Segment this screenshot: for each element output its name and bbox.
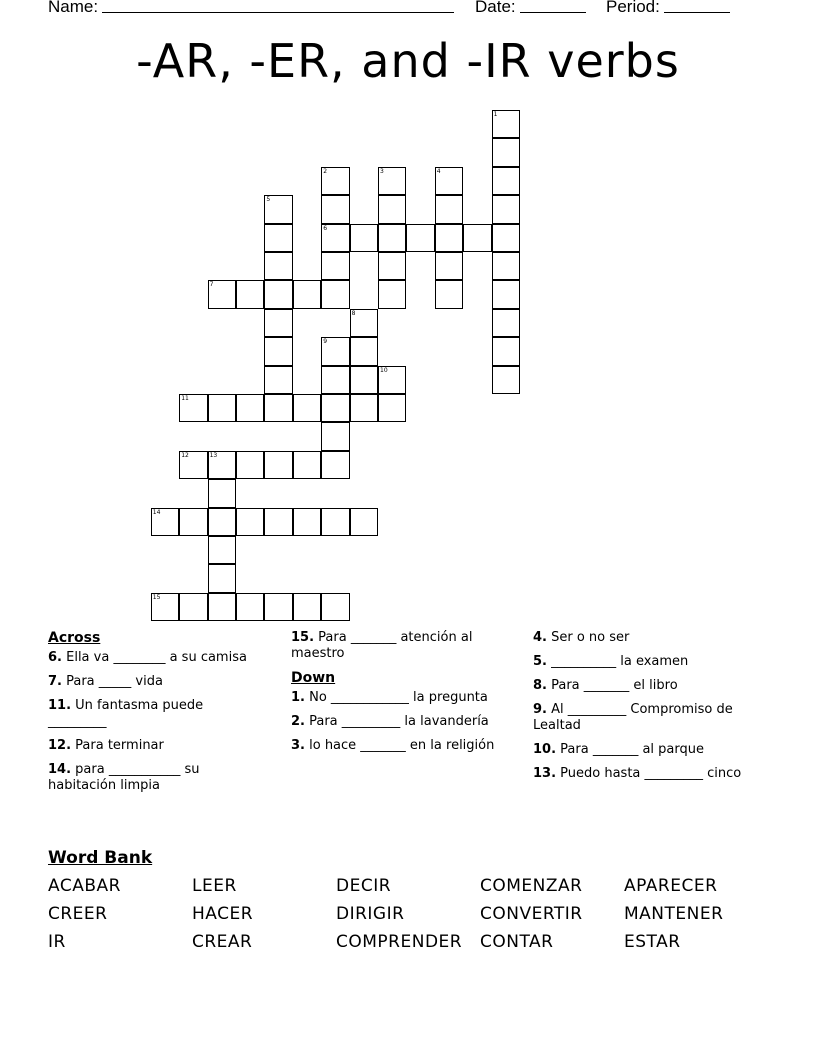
clue-text: Ser o no ser bbox=[546, 630, 630, 645]
grid-cell[interactable] bbox=[435, 167, 463, 195]
cell-number: 2 bbox=[323, 167, 328, 175]
grid-cell[interactable] bbox=[350, 394, 378, 422]
grid-cell[interactable] bbox=[264, 195, 292, 223]
clue-item bbox=[48, 674, 264, 690]
grid-cell[interactable] bbox=[435, 252, 463, 280]
grid-cell[interactable] bbox=[179, 593, 207, 621]
clue-number: 10. bbox=[533, 742, 557, 757]
grid-cell[interactable] bbox=[236, 508, 264, 536]
grid-cell[interactable] bbox=[293, 280, 321, 308]
clue-text: Un fantasma puede _________ bbox=[48, 698, 204, 729]
grid-cell[interactable] bbox=[463, 224, 491, 252]
clue-item bbox=[291, 738, 513, 754]
grid-cell[interactable] bbox=[293, 394, 321, 422]
down-heading: Down bbox=[291, 670, 336, 686]
word-bank-item: HACER bbox=[192, 904, 254, 924]
clue-number: 2. bbox=[291, 714, 305, 729]
grid-cell[interactable] bbox=[179, 508, 207, 536]
grid-cell[interactable] bbox=[378, 195, 406, 223]
clue-number: 15. bbox=[291, 630, 315, 645]
clue-item bbox=[48, 738, 264, 754]
date-label: Date: bbox=[475, 0, 516, 16]
cell-number: 8 bbox=[351, 309, 356, 317]
clue-number: 7. bbox=[48, 674, 62, 689]
word-bank-item: DECIR bbox=[336, 876, 392, 896]
grid-cell[interactable] bbox=[492, 280, 520, 308]
grid-cell[interactable] bbox=[208, 593, 236, 621]
clue-text: Para _____ vida bbox=[61, 674, 163, 689]
grid-cell[interactable] bbox=[236, 394, 264, 422]
grid-cell[interactable] bbox=[236, 280, 264, 308]
word-bank-item: IR bbox=[48, 932, 66, 952]
grid-cell[interactable] bbox=[492, 366, 520, 394]
cell-number: 6 bbox=[323, 224, 328, 232]
grid-cell[interactable] bbox=[321, 508, 349, 536]
clue-number: 1. bbox=[291, 690, 305, 705]
cell-number: 10 bbox=[380, 366, 388, 374]
grid-cell[interactable] bbox=[435, 224, 463, 252]
clue-number: 3. bbox=[291, 738, 305, 753]
word-bank-item: CREER bbox=[48, 904, 108, 924]
grid-cell[interactable] bbox=[350, 224, 378, 252]
grid-cell[interactable] bbox=[264, 593, 292, 621]
clue-number: 12. bbox=[48, 738, 72, 753]
grid-cell[interactable] bbox=[208, 394, 236, 422]
clue-text: Puedo hasta _________ cinco bbox=[556, 766, 742, 781]
clues-column-3 bbox=[533, 630, 758, 790]
grid-cell[interactable] bbox=[378, 394, 406, 422]
grid-cell[interactable] bbox=[321, 593, 349, 621]
clues-column-2 bbox=[291, 630, 513, 762]
grid-cell[interactable] bbox=[435, 280, 463, 308]
clue-item bbox=[533, 630, 758, 646]
grid-cell[interactable] bbox=[350, 366, 378, 394]
word-bank-item: COMPRENDER bbox=[336, 932, 463, 952]
grid-cell[interactable] bbox=[378, 280, 406, 308]
grid-cell[interactable] bbox=[321, 337, 349, 365]
clue-text: para ___________ su habitación limpia bbox=[48, 762, 200, 793]
grid-cell[interactable] bbox=[236, 451, 264, 479]
clue-text: Para terminar bbox=[71, 738, 164, 753]
grid-cell[interactable] bbox=[435, 195, 463, 223]
page-title: -AR, -ER, and -IR verbs bbox=[136, 34, 680, 88]
clue-item bbox=[533, 702, 758, 734]
grid-cell[interactable] bbox=[208, 536, 236, 564]
clue-number: 6. bbox=[48, 650, 62, 665]
clue-number: 4. bbox=[533, 630, 547, 645]
cell-number: 1 bbox=[493, 111, 498, 118]
grid-cell[interactable] bbox=[208, 451, 236, 479]
clue-item bbox=[533, 678, 758, 694]
grid-cell[interactable] bbox=[179, 394, 207, 422]
grid-cell[interactable] bbox=[492, 195, 520, 223]
clue-text: Ella va ________ a su camisa bbox=[61, 650, 247, 665]
grid-cell[interactable] bbox=[350, 337, 378, 365]
grid-cell[interactable] bbox=[350, 309, 378, 337]
clue-item bbox=[48, 762, 264, 794]
word-bank-item: MANTENER bbox=[624, 904, 724, 924]
cell-number: 9 bbox=[323, 338, 328, 346]
clue-number: 8. bbox=[533, 678, 547, 693]
clue-number: 13. bbox=[533, 766, 557, 781]
clue-text: __________ la examen bbox=[546, 654, 689, 669]
word-bank-title: Word Bank bbox=[48, 848, 153, 868]
clues-column-1 bbox=[48, 630, 264, 802]
clue-text: Al _________ Compromiso de Lealtad bbox=[533, 702, 733, 733]
grid-cell[interactable] bbox=[321, 224, 349, 252]
grid-cell[interactable] bbox=[264, 337, 292, 365]
grid-cell[interactable] bbox=[208, 508, 236, 536]
grid-cell[interactable] bbox=[264, 280, 292, 308]
clue-text: Para _______ al parque bbox=[556, 742, 704, 757]
grid-cell[interactable] bbox=[264, 224, 292, 252]
word-bank-item: CONVERTIR bbox=[480, 904, 583, 924]
grid-cell[interactable] bbox=[492, 138, 520, 166]
grid-cell[interactable] bbox=[264, 451, 292, 479]
grid-cell[interactable] bbox=[264, 394, 292, 422]
clue-number: 9. bbox=[533, 702, 547, 717]
grid-cell[interactable] bbox=[236, 593, 264, 621]
grid-cell[interactable] bbox=[492, 110, 520, 138]
clue-number: 11. bbox=[48, 698, 72, 713]
grid-cell[interactable] bbox=[179, 451, 207, 479]
grid-cell[interactable] bbox=[151, 508, 179, 536]
grid-cell[interactable] bbox=[378, 252, 406, 280]
cell-number: 15 bbox=[152, 593, 161, 601]
clue-item bbox=[533, 654, 758, 670]
clue-item bbox=[533, 766, 758, 782]
grid-cell[interactable] bbox=[208, 479, 236, 507]
word-bank bbox=[48, 876, 768, 960]
clue-item bbox=[291, 690, 513, 706]
clue-number: 14. bbox=[48, 762, 72, 777]
clue-item bbox=[291, 630, 513, 662]
grid-cell[interactable] bbox=[264, 309, 292, 337]
grid-cell[interactable] bbox=[208, 280, 236, 308]
cell-number: 5 bbox=[266, 196, 271, 204]
grid-cell[interactable] bbox=[378, 224, 406, 252]
grid-cell[interactable] bbox=[321, 195, 349, 223]
grid-cell[interactable] bbox=[264, 508, 292, 536]
clue-text: No ____________ la pregunta bbox=[304, 690, 488, 705]
grid-cell[interactable] bbox=[321, 394, 349, 422]
cell-number: 11 bbox=[181, 395, 189, 402]
clue-text: Para _______ el libro bbox=[546, 678, 678, 693]
clue-text: Para _________ la lavandería bbox=[304, 714, 489, 729]
grid-cell[interactable] bbox=[321, 451, 349, 479]
grid-cell[interactable] bbox=[293, 508, 321, 536]
word-bank-item: ACABAR bbox=[48, 876, 121, 896]
grid-cell[interactable] bbox=[264, 366, 292, 394]
grid-cell[interactable] bbox=[321, 252, 349, 280]
grid-cell[interactable] bbox=[321, 167, 349, 195]
cell-number: 14 bbox=[152, 508, 161, 516]
grid-cell[interactable] bbox=[378, 366, 406, 394]
word-bank-item: APARECER bbox=[624, 876, 718, 896]
word-bank-item: ESTAR bbox=[624, 932, 681, 952]
word-bank-item: DIRIGIR bbox=[336, 904, 405, 924]
cell-number: 13 bbox=[209, 451, 218, 459]
grid-cell[interactable] bbox=[492, 337, 520, 365]
grid-cell[interactable] bbox=[492, 309, 520, 337]
clue-item bbox=[48, 650, 264, 666]
grid-cell[interactable] bbox=[321, 280, 349, 308]
grid-cell[interactable] bbox=[264, 252, 292, 280]
grid-cell[interactable] bbox=[406, 224, 434, 252]
word-bank-item: CONTAR bbox=[480, 932, 554, 952]
word-bank-item: LEER bbox=[192, 876, 237, 896]
grid-cell[interactable] bbox=[492, 252, 520, 280]
cell-number: 3 bbox=[380, 167, 384, 175]
cell-number: 4 bbox=[436, 167, 441, 175]
cell-number: 12 bbox=[181, 451, 189, 459]
grid-cell[interactable] bbox=[208, 564, 236, 592]
name-label: Name: bbox=[48, 0, 99, 16]
clue-item bbox=[533, 742, 758, 758]
grid-cell[interactable] bbox=[293, 593, 321, 621]
period-label: Period: bbox=[606, 0, 660, 16]
word-bank-item: COMENZAR bbox=[480, 876, 583, 896]
clue-item bbox=[48, 698, 264, 730]
grid-cell[interactable] bbox=[350, 508, 378, 536]
clue-text: Para _______ atención al maestro bbox=[291, 630, 473, 661]
clue-number: 5. bbox=[533, 654, 547, 669]
cell-number: 7 bbox=[209, 281, 214, 289]
grid-cell[interactable] bbox=[151, 593, 179, 621]
grid-cell[interactable] bbox=[492, 167, 520, 195]
clue-text: lo hace _______ en la religión bbox=[304, 738, 495, 753]
grid-cell[interactable] bbox=[321, 366, 349, 394]
grid-cell[interactable] bbox=[293, 451, 321, 479]
clue-item bbox=[291, 714, 513, 730]
word-bank-item: CREAR bbox=[192, 932, 253, 952]
across-heading: Across bbox=[48, 630, 101, 646]
grid-cell[interactable] bbox=[378, 167, 406, 195]
grid-cell[interactable] bbox=[492, 224, 520, 252]
grid-cell[interactable] bbox=[321, 422, 349, 450]
